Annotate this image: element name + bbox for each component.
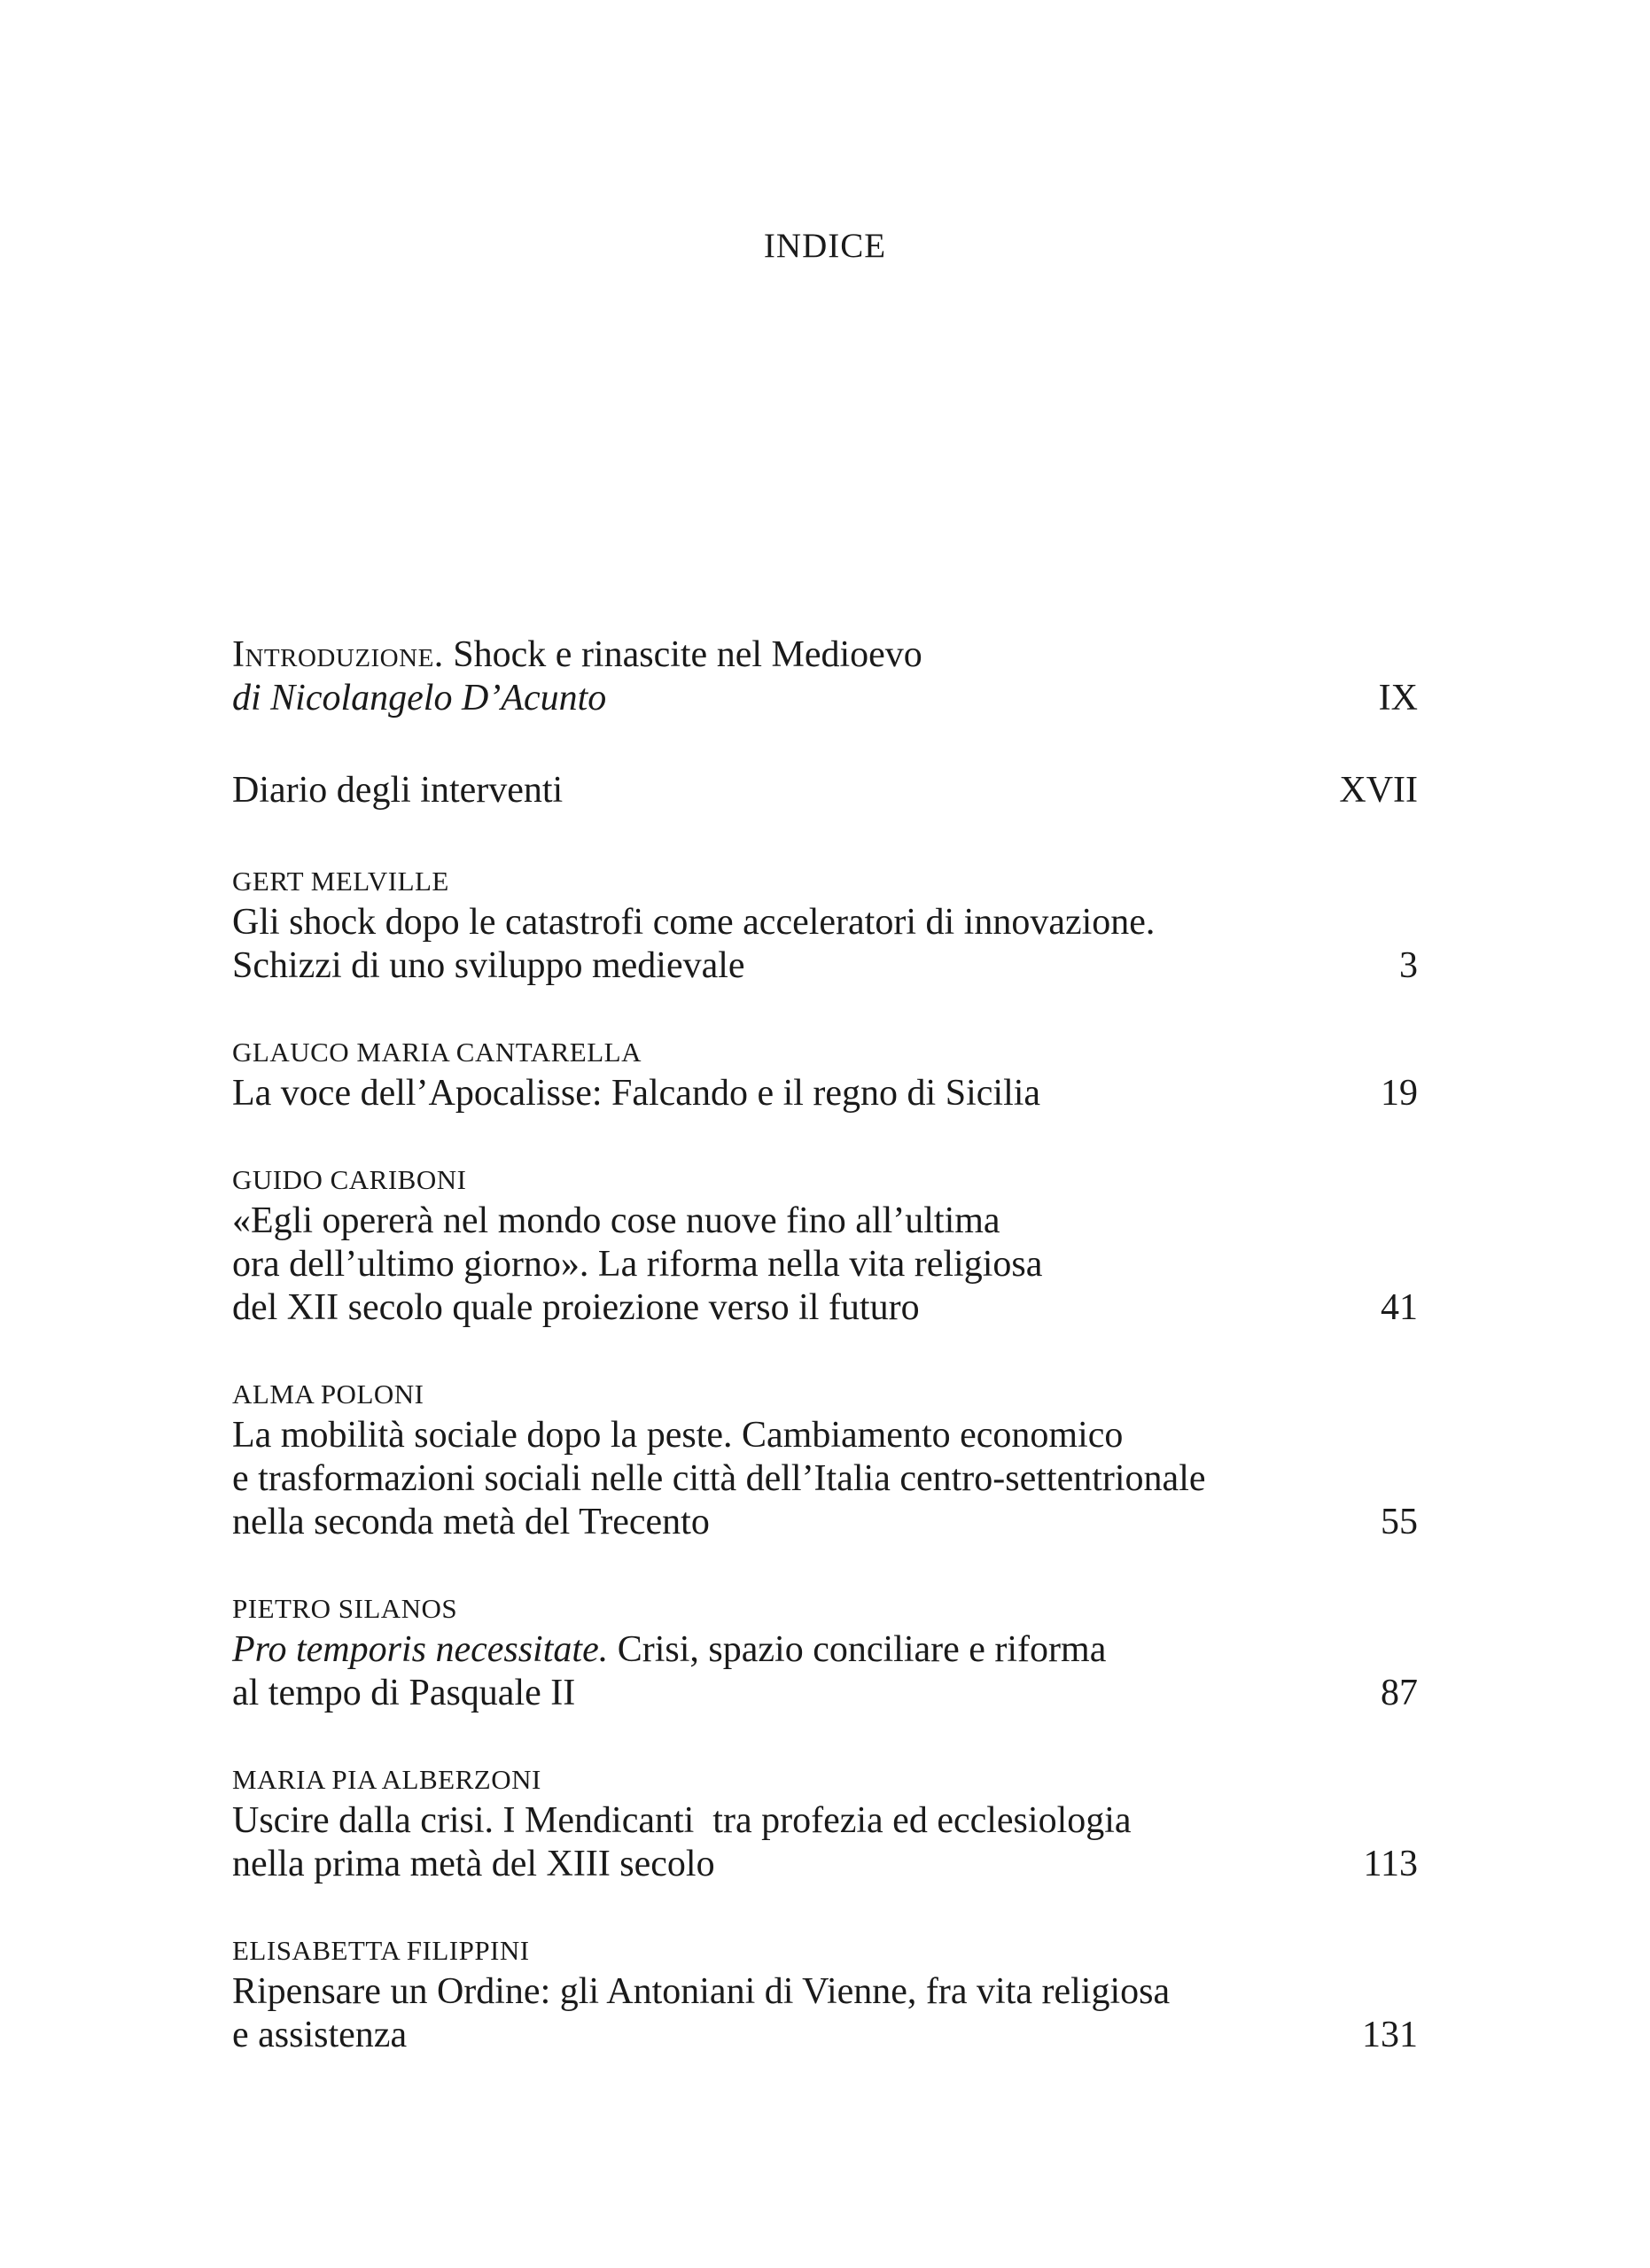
toc-entry-title-line: e trasformazioni sociali nelle città dell’Italia centro-settentrionale — [232, 1458, 1206, 1499]
toc-entry-author: GUIDO CARIBONI — [232, 1164, 467, 1195]
page-title: INDICE — [763, 227, 887, 265]
toc-entry-author: GERT MELVILLE — [232, 866, 449, 897]
toc-entry-title-line: Gli shock dopo le catastrofi come acceleratori di innovazione. — [232, 902, 1156, 943]
toc-entry-title-line: del XII secolo quale proiezione verso il futuro — [232, 1287, 920, 1328]
toc-page-number: 113 — [1363, 1844, 1418, 1884]
toc-entry-title-line: Schizzi di uno sviluppo medievale — [232, 945, 745, 986]
toc-entry-introduction — [232, 633, 1418, 720]
toc-entry-author: ALMA POLONI — [232, 1379, 424, 1410]
toc-entry-title — [232, 633, 1418, 677]
toc-entry-title: Diario degli interventi — [232, 770, 564, 811]
toc-entry-title-line: Uscire dalla crisi. I Mendicanti tra profezia ed ecclesiologia — [232, 1800, 1132, 1841]
toc-entry-title-line: La voce dell’Apocalisse: Falcando e il regno di Sicilia — [232, 1073, 1041, 1114]
toc-entry-title-line: al tempo di Pasquale II — [232, 1673, 576, 1713]
toc-entry-title-line: nella seconda metà del Trecento — [232, 1502, 710, 1542]
toc-entry — [232, 1760, 1418, 1886]
toc-entry-title-text: Shock e rinascite nel Medioevo — [443, 634, 922, 675]
toc-entry-byline: di Nicolangelo D’Acunto — [232, 678, 607, 718]
toc-entry-diario — [232, 769, 1418, 812]
toc-entry — [232, 1931, 1418, 2057]
toc-entry — [232, 1375, 1418, 1544]
toc-entry — [232, 1033, 1418, 1115]
toc-entry-author: ELISABETTA FILIPPINI — [232, 1935, 530, 1966]
toc-entry-title-line — [232, 1628, 1418, 1672]
toc-entry-author: GLAUCO MARIA CANTARELLA — [232, 1037, 642, 1068]
toc-entry-title-text: Crisi, spazio conciliare e riforma — [608, 1629, 1107, 1670]
table-of-contents — [232, 633, 1418, 2057]
toc-page-number: 3 — [1399, 945, 1418, 986]
toc-page-number: 131 — [1362, 2015, 1418, 2055]
toc-page-number: 55 — [1381, 1502, 1418, 1542]
toc-entry-italic-lead: Pro temporis necessitate. — [232, 1629, 609, 1670]
toc-entry-title-line: Ripensare un Ordine: gli Antoniani di Vienne, fra vita religiosa — [232, 1971, 1171, 2012]
toc-entry-author: MARIA PIA ALBERZONI — [232, 1764, 541, 1795]
toc-entry — [232, 1161, 1418, 1330]
toc-entry-title-line: La mobilità sociale dopo la peste. Cambiamento economico — [232, 1415, 1124, 1456]
toc-page-number: 19 — [1381, 1073, 1418, 1114]
toc-entry-title-line: «Egli opererà nel mondo cose nuove fino all’ultima — [232, 1200, 1000, 1241]
toc-entry-label: Introduzione. — [232, 634, 444, 675]
toc-entry-title-line: e assistenza — [232, 2015, 408, 2055]
toc-page-number: 41 — [1381, 1287, 1418, 1328]
toc-entry-title-line: ora dell’ultimo giorno». La riforma nella vita religiosa — [232, 1244, 1043, 1285]
toc-entry-author: PIETRO SILANOS — [232, 1593, 458, 1624]
toc-page-number: 87 — [1381, 1673, 1418, 1713]
toc-page-number: IX — [1378, 678, 1418, 718]
toc-entry — [232, 862, 1418, 988]
toc-entry — [232, 1589, 1418, 1715]
toc-entry-title-line: nella prima metà del XIII secolo — [232, 1844, 715, 1884]
toc-page-number: XVII — [1339, 770, 1418, 811]
